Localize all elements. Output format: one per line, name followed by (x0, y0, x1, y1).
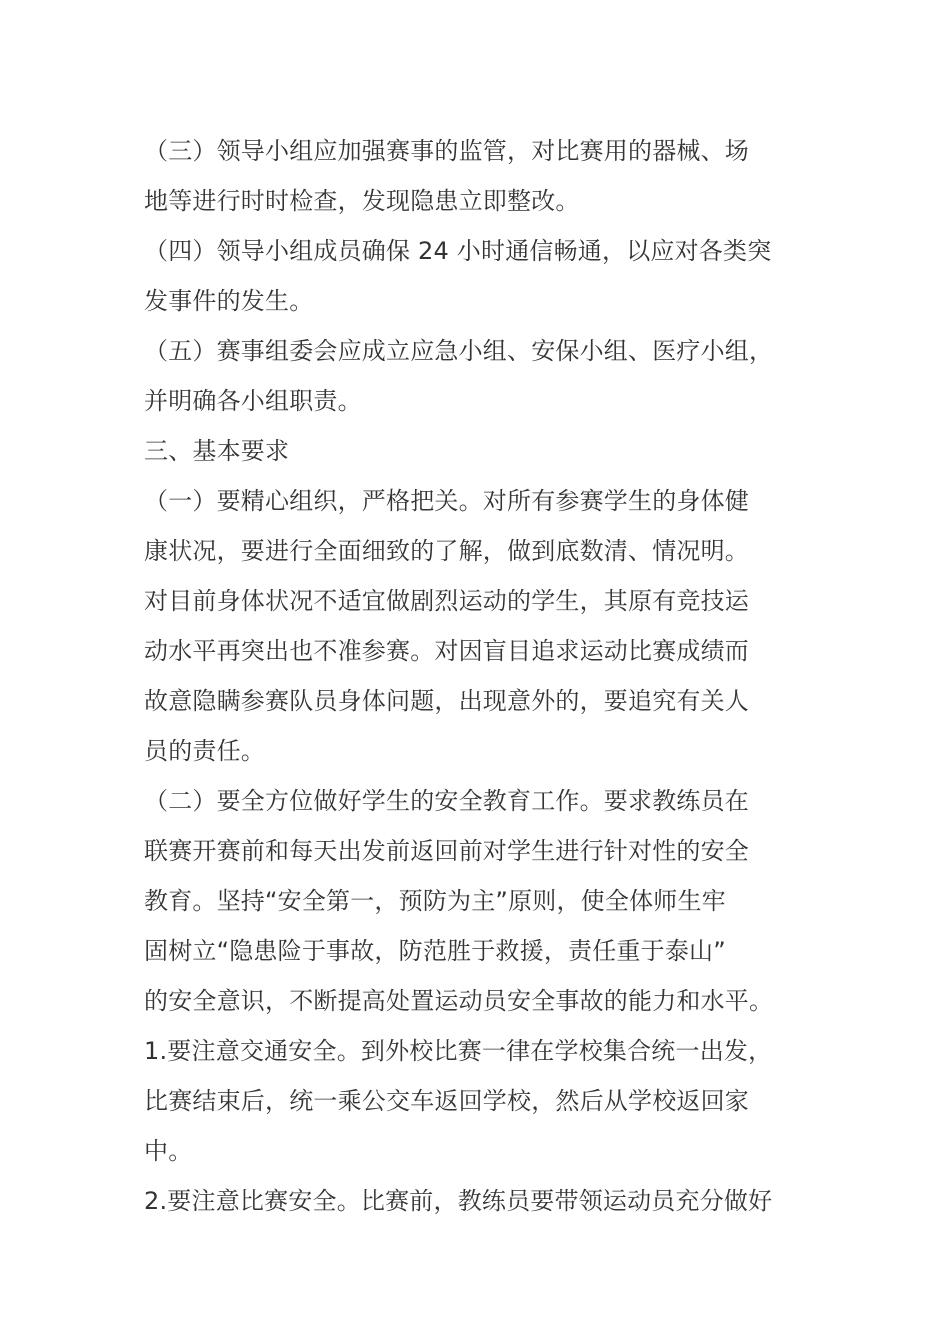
text-line: 1.要注意交通安全。到外校比赛一律在学校集合统一出发， (144, 1037, 773, 1065)
text-line: 的安全意识，不断提高处置运动员安全事故的能力和水平。 (144, 987, 774, 1015)
text-line: 联赛开赛前和每天出发前返回前对学生进行针对性的安全 (144, 837, 749, 865)
text-line: 故意隐瞒参赛队员身体问题，出现意外的，要追究有关人 (144, 687, 749, 715)
text-line: 并明确各小组职责。 (144, 387, 362, 415)
text-line: （四）领导小组成员确保 24 小时通信畅通，以应对各类突 (144, 237, 772, 265)
text-line: 动水平再突出也不准参赛。对因盲目追求运动比赛成绩而 (144, 637, 749, 665)
section-heading: 三、基本要求 (144, 437, 290, 465)
text-line: （五）赛事组委会应成立应急小组、安保小组、医疗小组， (144, 337, 774, 365)
text-line: （三）领导小组应加强赛事的监管，对比赛用的器械、场 (144, 137, 749, 165)
document-body (144, 126, 824, 1226)
text-line: 员的责任。 (144, 737, 265, 765)
text-line: 教育。坚持“安全第一，预防为主”原则，使全体师生牢 (144, 887, 726, 915)
text-line: 中。 (144, 1137, 193, 1165)
text-line: 对目前身体状况不适宜做剧烈运动的学生，其原有竞技运 (144, 587, 749, 615)
text-line: （一）要精心组织，严格把关。对所有参赛学生的身体健 (144, 487, 749, 515)
text-line: （二）要全方位做好学生的安全教育工作。要求教练员在 (144, 787, 749, 815)
text-line: 地等进行时时检查，发现隐患立即整改。 (144, 187, 580, 215)
text-line: 比赛结束后，统一乘公交车返回学校，然后从学校返回家 (144, 1087, 749, 1115)
text-line: 康状况，要进行全面细致的了解，做到底数清、情况明。 (144, 537, 749, 565)
text-line: 固树立“隐患险于事故，防范胜于救援，责任重于泰山” (144, 937, 726, 965)
text-line: 发事件的发生。 (144, 287, 314, 315)
text-line: 2.要注意比赛安全。比赛前，教练员要带领运动员充分做好 (144, 1187, 773, 1215)
